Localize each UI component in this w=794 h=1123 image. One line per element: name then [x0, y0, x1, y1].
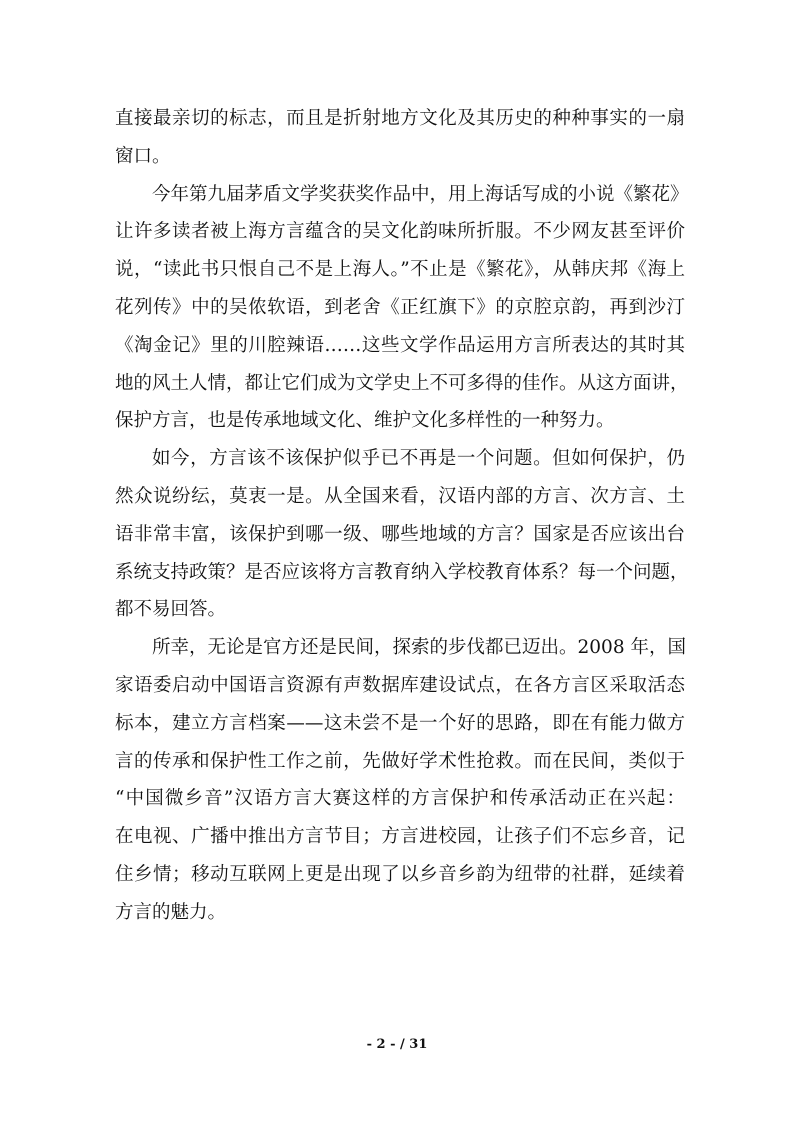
text-line: 说，“读此书只恨自己不是上海人。”不止是《繁花》，从韩庆邦《海上	[115, 259, 685, 281]
text-line: 如今，方言该不该保护似乎已不再是一个问题。但如何保护，仍	[152, 448, 685, 470]
page-number: - 2 - / 31	[366, 1037, 428, 1052]
text-line: 花列传》中的吴侬软语，到老舍《正红旗下》的京腔京韵，再到沙汀	[115, 296, 685, 318]
text-line: 言的传承和保护性工作之前，先做好学术性抢救。而在民间，类似于	[115, 750, 685, 772]
text-line: 住乡情；移动互联网上更是出现了以乡音乡韵为纽带的社群，延续着	[115, 863, 685, 885]
text-line: 都不易回答。	[115, 599, 227, 621]
paragraph	[115, 629, 685, 931]
text-line: 然众说纷纭，莫衷一是。从全国来看，汉语内部的方言、次方言、土	[115, 485, 685, 507]
text-line: 地的风土人情，都让它们成为文学史上不可多得的佳作。从这方面讲，	[115, 372, 689, 394]
text-line: 《淘金记》里的川腔辣语……这些文学作品运用方言所表达的其时其	[115, 334, 685, 356]
text-line: 所幸，无论是官方还是民间，探索的步伐都已迈出。2008 年，国	[152, 637, 686, 659]
text-line: 标本，建立方言档案——这未尝不是一个好的思路，即在有能力做方	[115, 712, 685, 734]
text-line: 窗口。	[115, 145, 171, 167]
paragraph	[115, 100, 685, 176]
document-body	[115, 100, 689, 932]
text-line: 保护方言，也是传承地域文化、维护文化多样性的一种努力。	[115, 410, 615, 432]
paragraph	[115, 176, 689, 441]
text-line: 家语委启动中国语言资源有声数据库建设试点，在各方言区采取活态	[115, 674, 685, 696]
text-line: 直接最亲切的标志，而且是折射地方文化及其历史的种种事实的一扇	[115, 108, 685, 129]
text-line: “中国微乡音”汉语方言大赛这样的方言保护和传承活动正在兴起：	[115, 788, 685, 810]
text-line: 今年第九届茅盾文学奖获奖作品中，用上海话写成的小说《繁花》	[152, 183, 689, 205]
text-line: 在电视、广播中推出方言节目；方言进校园，让孩子们不忘乡音，记	[115, 826, 685, 848]
paragraph	[115, 440, 689, 629]
text-line: 方言的魅力。	[115, 901, 227, 923]
text-line: 系统支持政策？是否应该将方言教育纳入学校教育体系？每一个问题，	[115, 561, 689, 583]
text-line: 语非常丰富，该保护到哪一级、哪些地域的方言？国家是否应该出台	[115, 523, 685, 545]
text-line: 让许多读者被上海方言蕴含的吴文化韵味所折服。不少网友甚至评价	[115, 221, 685, 243]
